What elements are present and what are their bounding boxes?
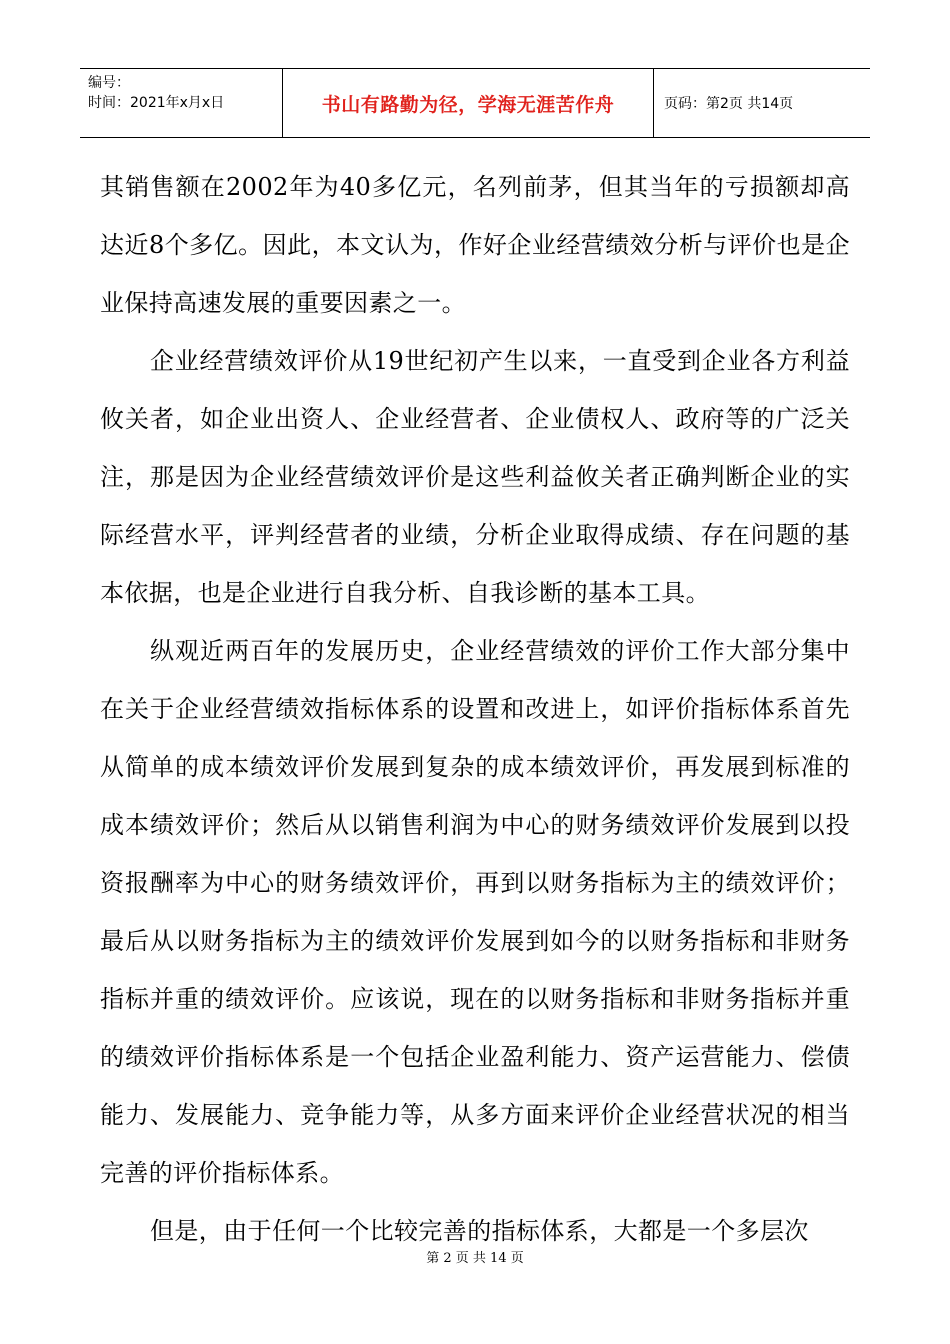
document-number-label: 编号： (88, 75, 130, 91)
page-footer (0, 1247, 950, 1266)
paragraph: 但是，由于任何一个比较完善的指标体系，大都是一个多层次 (150, 1217, 809, 1245)
page-header (80, 68, 870, 138)
paragraph-continued: 其销售额在2002年为40多亿元，名列前茅，但其当年的亏损额却高达近8个多亿。因此，本文认为，作好企业经营绩效分析与评价也是企业保持高速发展的重要因素之一。 (100, 173, 850, 317)
document-body (100, 158, 850, 1260)
header-meta-cell (80, 69, 282, 137)
header-page-cell (654, 69, 870, 137)
paragraph: 纵观近两百年的发展历史，企业经营绩效的评价工作大部分集中在关于企业经营绩效指标体系的设置和改进上，如评价指标体系首先从简单的成本绩效评价发展到复杂的成本绩效评价，再发展到标准的成本绩效评价；然后从以销售利润为中心的财务绩效评价发展到以投资报酬率为中心的财务绩效评价，再到以财务指标为主的绩效评价；最后从以财务指标为主的绩效评价发展到如今的以财务指标和非财务指标并重的绩效评价。应该说，现在的以财务指标和非财务指标并重的绩效评价指标体系是一个包括企业盈利能力、资产运营能力、偿债能力、发展能力、竞争能力等，从多方面来评价企业经营状况的相当完善的评价指标体系。 (100, 637, 850, 1187)
header-page-info: 页码：第2页 共14页 (664, 96, 794, 112)
document-time-label: 时间：2021年x月x日 (88, 95, 225, 111)
footer-page-number: 第 2 页 共 14 页 (426, 1251, 524, 1266)
header-motto-cell (282, 69, 654, 137)
paragraph: 企业经营绩效评价从19世纪初产生以来，一直受到企业各方利益攸关者，如企业出资人、企业经营者、企业债权人、政府等的广泛关注，那是因为企业经营绩效评价是这些利益攸关者正确判断企业的实际经营水平，评判经营者的业绩，分析企业取得成绩、存在问题的基本依据，也是企业进行自我分析、自我诊断的基本工具。 (100, 347, 850, 607)
header-motto: 书山有路勤为径，学海无涯苦作舟 (321, 93, 615, 116)
